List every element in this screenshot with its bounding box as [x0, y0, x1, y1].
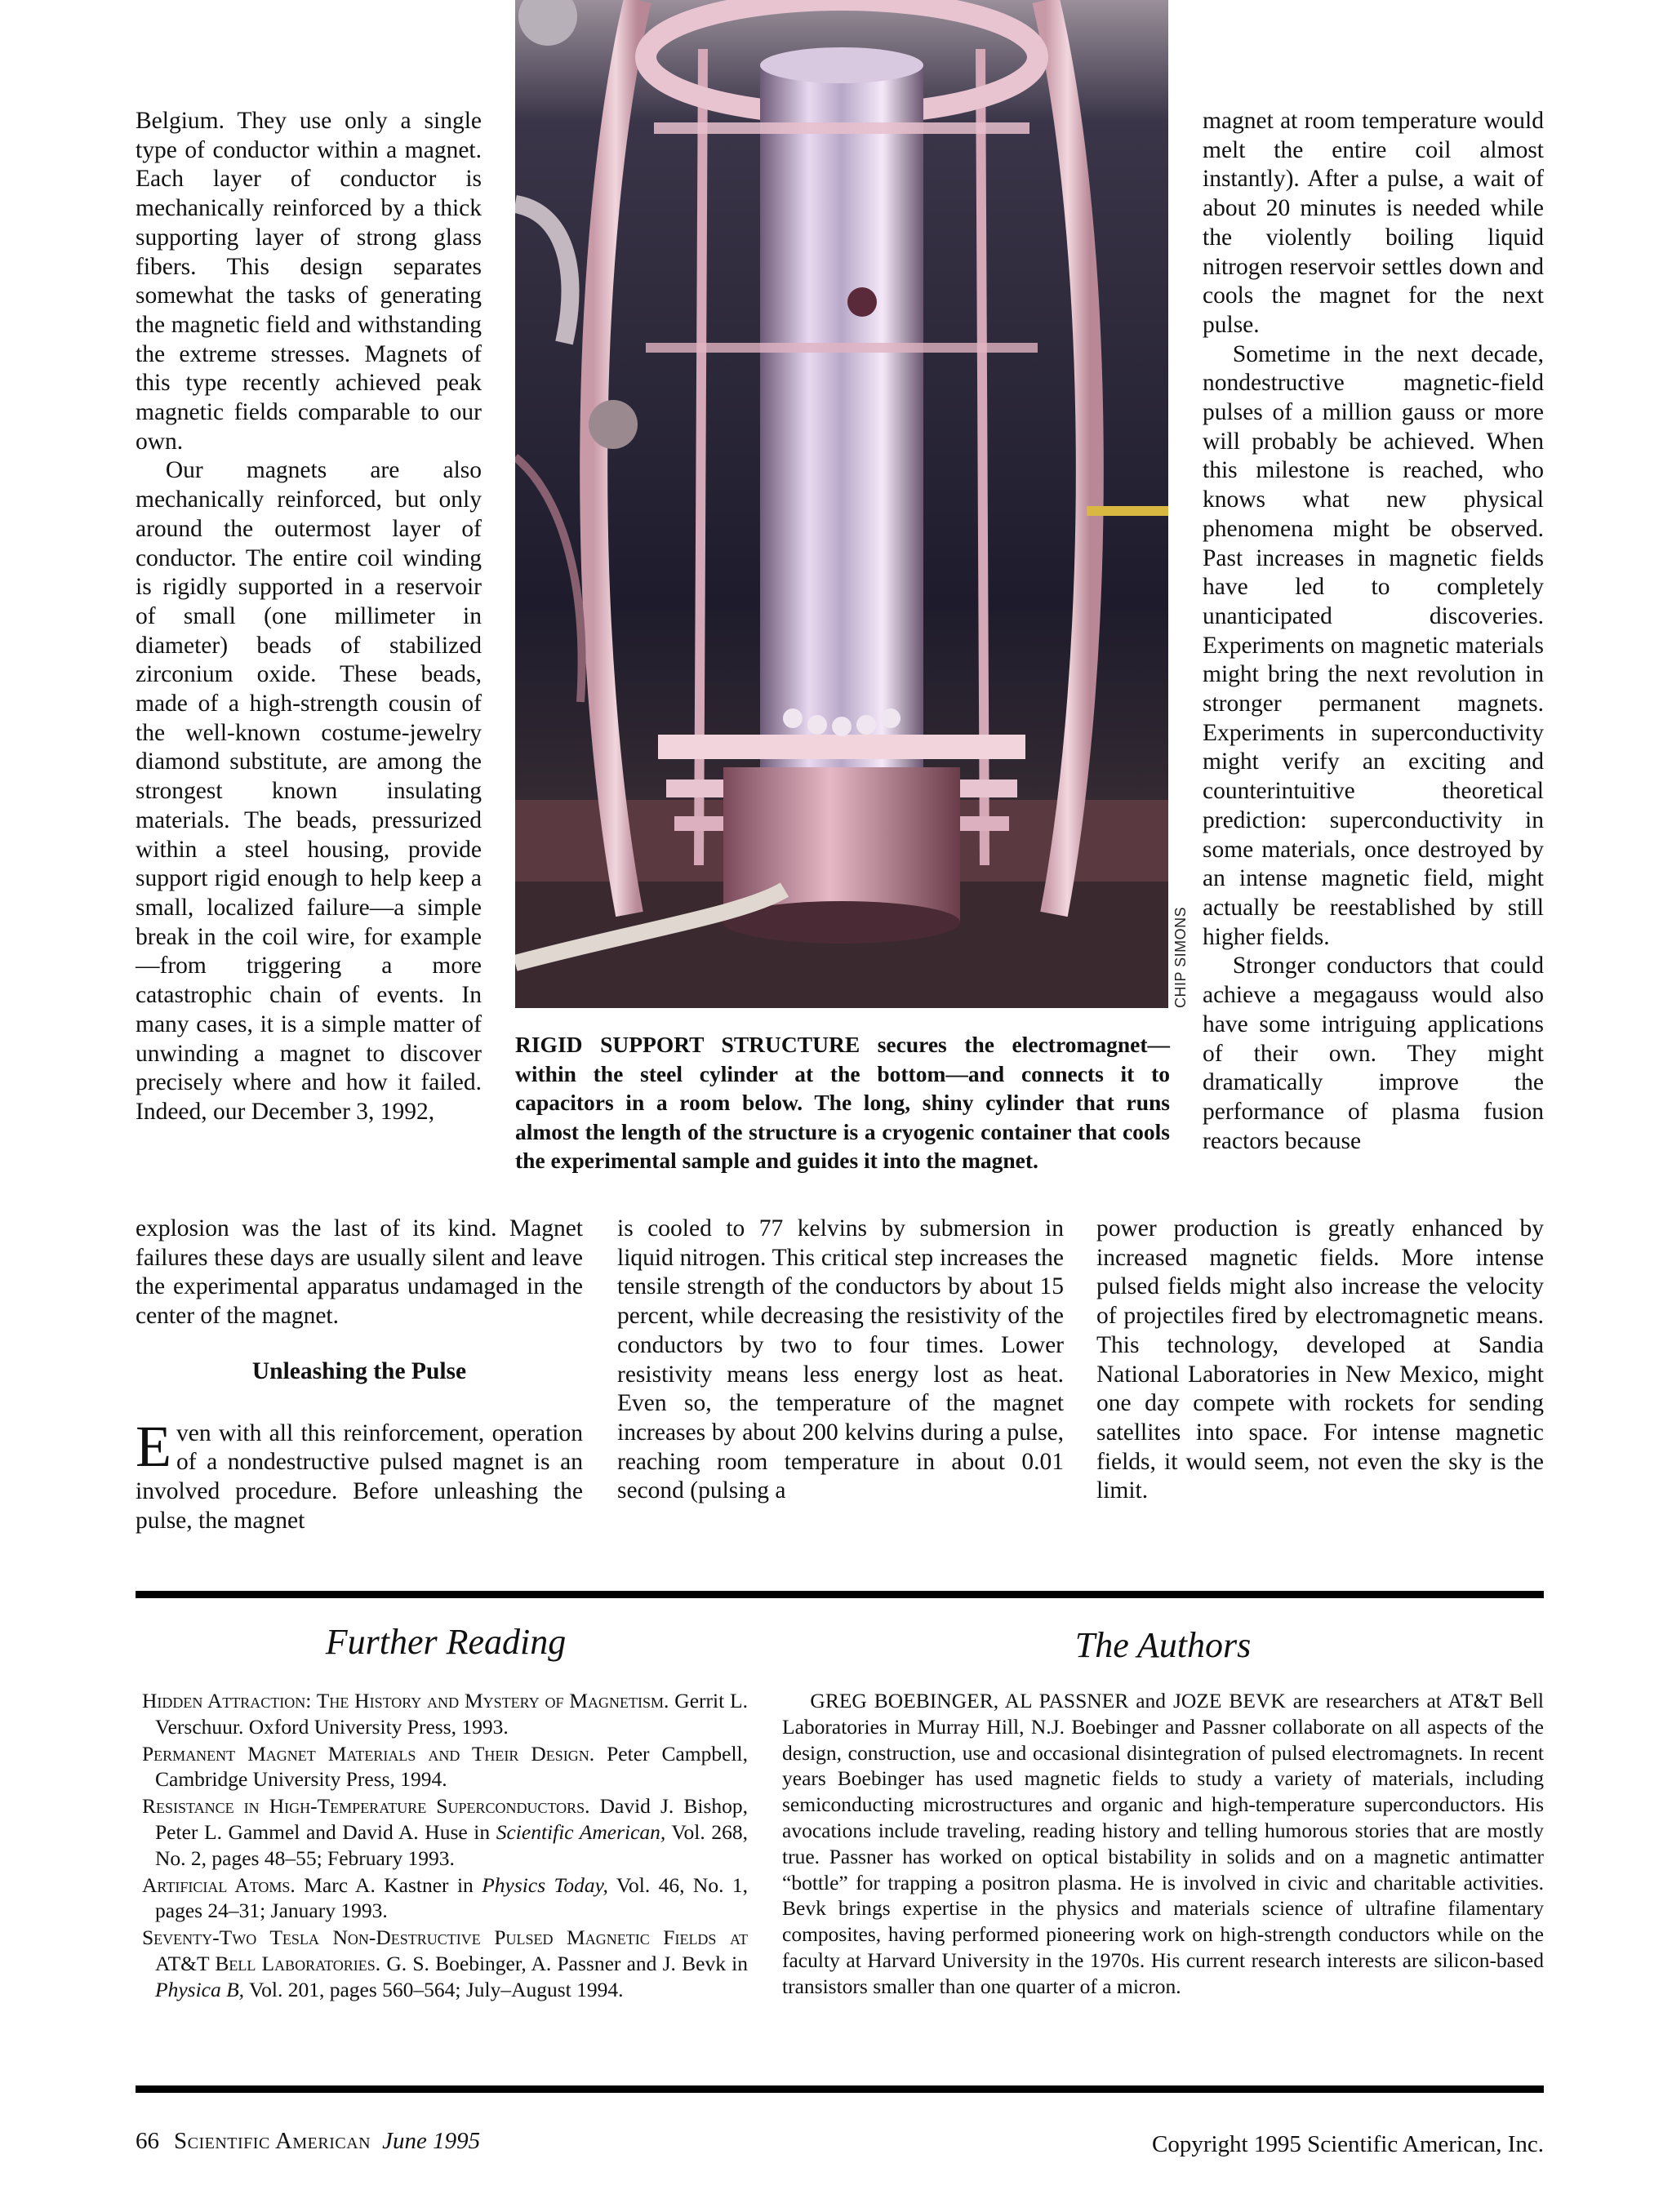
- magazine-name: Scientific American: [174, 2128, 371, 2154]
- drop-cap: E: [136, 1413, 171, 1479]
- further-reading-title: Further Reading: [325, 1622, 567, 1662]
- article-paragraph: power production is greatly enhanced by increased magnetic fields. More intense pulsed fields might also increase the velocity of projectiles fired by electromagnetic means. This technology, developed at Sandia National Laboratories in New Mexico, might one day compete with rockets for sending satellites into space. For intense magnetic fields, it would seem, not even the sky is the limit.: [1096, 1215, 1544, 1504]
- page-footer-left: [136, 2128, 480, 2155]
- top-rule: [136, 1591, 1544, 1598]
- article-column-right-top: [1203, 107, 1544, 1156]
- article-column-middle-bottom: [617, 1215, 1064, 1506]
- paragraph-text: ven with all this reinforcement, operation of a nondestructive pulsed magnet is an involved procedure. Before unleashing the pulse, the magnet: [136, 1419, 583, 1534]
- electromagnet-photo: [515, 0, 1168, 1008]
- section-subhead: Unleashing the Pulse: [251, 1357, 467, 1384]
- article-paragraph: explosion was the last of its kind. Magnet failures these days are usually silent and leave the experimental apparatus undamaged in the center of the magnet.: [136, 1215, 583, 1330]
- article-paragraph: magnet at room temperature would melt the entire coil almost instantly). After a pulse, a wait of about 20 minutes is needed while the violently boiling liquid nitrogen reservoir settles down and cools the magnet for the next pulse.: [1203, 108, 1544, 338]
- article-paragraph: is cooled to 77 kelvins by submersion in liquid nitrogen. This critical step increases the tensile strength of the conductors by about 15 percent, while decreasing the resistivity of the conductors by two to four times. Lower resistivity means less energy lost as heat. Even so, the temperature of the magnet increases by about 200 kelvins during a pulse, reaching room temperature in about 0.01 second (pulsing a: [617, 1215, 1064, 1504]
- article-column-left-top: [136, 107, 482, 1127]
- copyright-notice: Copyright 1995 Scientific American, Inc.: [1151, 2131, 1544, 2157]
- authors-title: The Authors: [1074, 1625, 1252, 1665]
- photo-credit-text: CHIP SIMONS: [1172, 906, 1189, 1008]
- page-number: 66: [136, 2128, 159, 2154]
- reference-item: Permanent Magnet Materials and Their Design. Peter Campbell, Cambridge University Press, 1994.: [142, 1741, 748, 1792]
- reference-item: Seventy-Two Tesla Non-Destructive Pulsed Magnetic Fields at AT&T Bell Laboratories. G. S. Boebinger, A. Passner and J. Bevk in Physica B, Vol. 201, pages 560–564; July–August 1994.: [142, 1926, 749, 2001]
- article-column-left-bottom: [136, 1215, 583, 1535]
- article-paragraph: Sometime in the next decade, nondestructive magnetic-field pulses of a million gauss or more will probably be achieved. When this milestone is reached, who knows what new physical phenomena might be observed. Past increases in magnetic fields have led to completely unanticipated discoveries. Experiments on magnetic materials might bring the next revolution in stronger permanent magnets. Experiments in superconductivity might verify an exciting and counterintuitive theoretical prediction: superconductivity in some materials, once destroyed by an intense magnetic field, might actually be reestablished by still higher fields.: [1203, 340, 1544, 950]
- issue-date: June 1995: [382, 2128, 481, 2154]
- article-column-right-bottom: [1096, 1215, 1544, 1506]
- authors-bio: GREG BOEBINGER, AL PASSNER and JOZE BEVK are researchers at AT&T Bell Laboratories in Murray Hill, N.J. Boebinger and Passner collaborate on all aspects of the design, construction, use and occasional disintegration of pulsed electromagnets. In recent years Boebinger has used magnetic fields to study a variety of materials, including semiconducting microstructures and organic and high-temperature superconductors. His avocations include traveling, reading history and telling humorous stories that are mostly true. Passner has worked on optical bistability in solids and on a magnetic antimatter “bottle” for trapping a positron plasma. He is involved in civic and charitable activities. Bevk brings expertise in the physics and materials science of ultrafine filamentary composites, having performed pioneering work on high-strength conductors while on the faculty at Harvard University in the 1970s. His current research interests are silicon-based transistors smaller than one quarter of a micron.: [782, 1689, 1544, 1998]
- article-paragraph-dropcap: [136, 1413, 583, 1536]
- article-paragraph: Our magnets are also mechanically reinforced, but only around the outermost layer of conductor. The entire coil winding is rigidly supported in a reservoir of small (one millimeter in diameter) beads of stabilized zirconium oxide. These beads, made of a high-strength cousin of the well-known costume-jewelry diamond substitute, are among the strongest known insulating materials. The beads, pressurized within a steel housing, provide support rigid enough to help keep a small, localized failure—a simple break in the coil wire, for example—from triggering a more catastrophic chain of events. In many cases, it is a simple matter of unwinding a magnet to discover precisely where and how it failed. Indeed, our December 3, 1992,: [136, 457, 482, 1125]
- reference-item: Artificial Atoms. Marc A. Kastner in Physics Today, Vol. 46, No. 1, pages 24–31; January 1993.: [142, 1872, 748, 1923]
- figure-caption: RIGID SUPPORT STRUCTURE secures the electromagnet—within the steel cylinder at the bottom—and connects it to capacitors in a room below. The long, shiny cylinder that runs almost the length of the structure is a cryogenic container that cools the experimental sample and guides it into the magnet.: [515, 1032, 1170, 1173]
- bottom-rule: [136, 2085, 1544, 2093]
- further-reading-list: [142, 1688, 748, 2004]
- article-paragraph: Belgium. They use only a single type of conductor within a magnet. Each layer of conductor is mechanically reinforced by a thick supporting layer of strong glass fibers. This design separates somewhat the tasks of generating the magnetic field and withstanding the extreme stresses. Magnets of this type recently achieved peak magnetic fields comparable to our own.: [136, 108, 482, 455]
- reference-item: Hidden Attraction: The History and Mystery of Magnetism. Gerrit L. Verschuur. Oxford University Press, 1993.: [142, 1689, 748, 1739]
- reference-item: Resistance in High-Temperature Superconductors. David J. Bishop, Peter L. Gammel and David A. Huse in Scientific American, Vol. 268, No. 2, pages 48–55; February 1993.: [142, 1794, 749, 1870]
- article-paragraph: Stronger conductors that could achieve a megagauss would also have some intriguing applications of their own. They might dramatically improve the performance of plasma fusion reactors because: [1203, 953, 1544, 1154]
